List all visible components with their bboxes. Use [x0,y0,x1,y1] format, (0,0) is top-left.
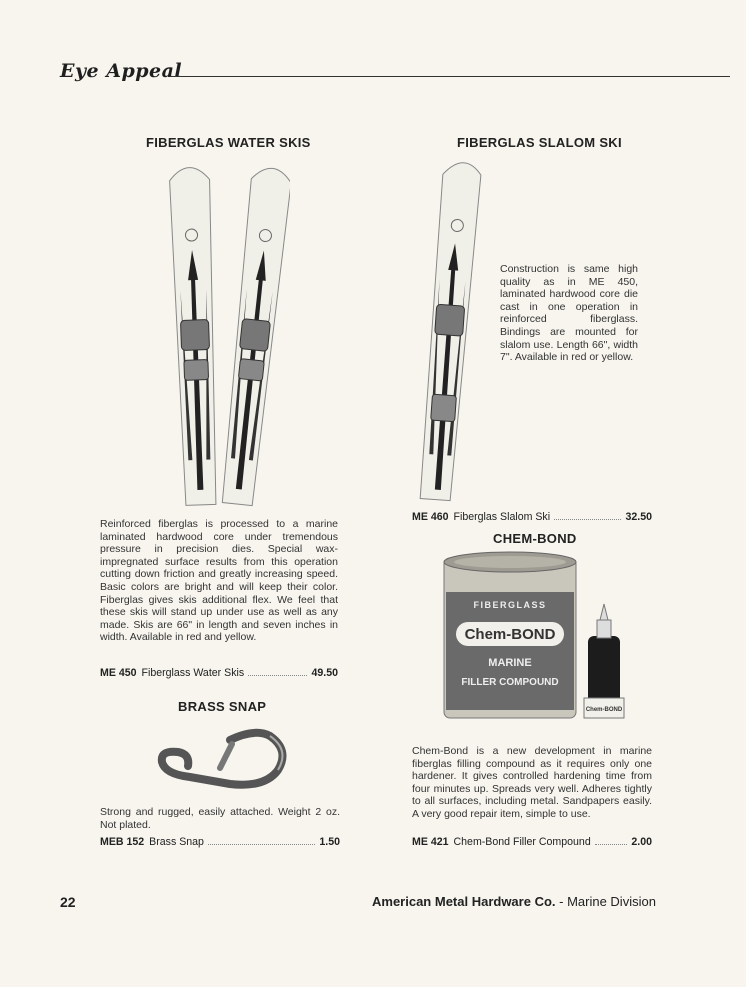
water-skis-description: Reinforced fiberglas is processed to a marine laminated hardwood core under tremendous pressure in precision dies. Special wax-impregnated surface results from this operation cutting down friction and greatly increasing speed. Basic colors are bright and will keep their color. Fiberglas gives skis additional flex. We feel that these skis will stand up under use as well as any made. Skis are 66" in length and seven inches in width. Available in red and yellow. [100,518,338,644]
water-skis-price: 49.50 [311,667,338,679]
brass-snap-image [150,722,300,797]
can-line-3: MARINE [488,657,532,669]
brass-snap-name: Brass Snap [149,836,204,848]
header-rule [170,76,730,77]
division-name: - Marine Division [555,894,656,909]
can-line-4: FILLER COMPOUND [461,677,559,688]
slalom-ski-description: Construction is same high quality as in ME 450, laminated hardwood core die cast in one operation in reinforced fiberglass. Bindings are mounted for slalom use. Length 66", width 7". Available in red or yellow. [500,263,638,364]
water-skis-title: FIBERGLAS WATER SKIS [146,135,311,150]
chembond-image [438,550,638,730]
slalom-ski-code: ME 460 [412,511,449,523]
brass-snap-title: BRASS SNAP [178,699,267,714]
leader-dots [248,675,307,676]
page-header-title: Eye Appeal [60,60,183,82]
water-skis-image [160,160,290,510]
can-line-1: FIBERGLASS [473,600,547,610]
water-skis-name: Fiberglass Water Skis [141,667,245,679]
brass-snap-price: 1.50 [319,836,340,848]
footer-company-line [372,894,656,909]
brass-snap-price-line [100,836,340,848]
bottle-label: Chem-BOND [585,707,623,713]
slalom-ski-price: 32.50 [625,511,652,523]
chembond-description: Chem-Bond is a new development in marine fiberglas filling compound as it requires only one hardener. It gives controlled hardening time from four minutes up. Spreads very well. Adheres tightly to all surfaces, including metal. Sandpapers easily. A very good repair item, simple to use. [412,745,652,820]
slalom-ski-image [410,155,485,505]
water-skis-price-line [100,667,338,679]
slalom-ski-name: Fiberglas Slalom Ski [453,511,551,523]
leader-dots [595,844,628,845]
chembond-title: CHEM-BOND [493,531,577,546]
leader-dots [554,519,621,520]
water-skis-code: ME 450 [100,667,137,679]
leader-dots [208,844,315,845]
chembond-price-line [412,836,652,848]
can-line-2: Chem-BOND [464,626,556,643]
company-name: American Metal Hardware Co. [372,894,556,909]
chembond-name: Chem-Bond Filler Compound [453,836,591,848]
brass-snap-description: Strong and rugged, easily attached. Weight 2 oz. Not plated. [100,806,340,831]
page-number: 22 [60,894,76,910]
slalom-ski-price-line [412,511,652,523]
chembond-price: 2.00 [631,836,652,848]
slalom-ski-title: FIBERGLAS SLALOM SKI [457,135,622,150]
chembond-code: ME 421 [412,836,449,848]
brass-snap-code: MEB 152 [100,836,145,848]
